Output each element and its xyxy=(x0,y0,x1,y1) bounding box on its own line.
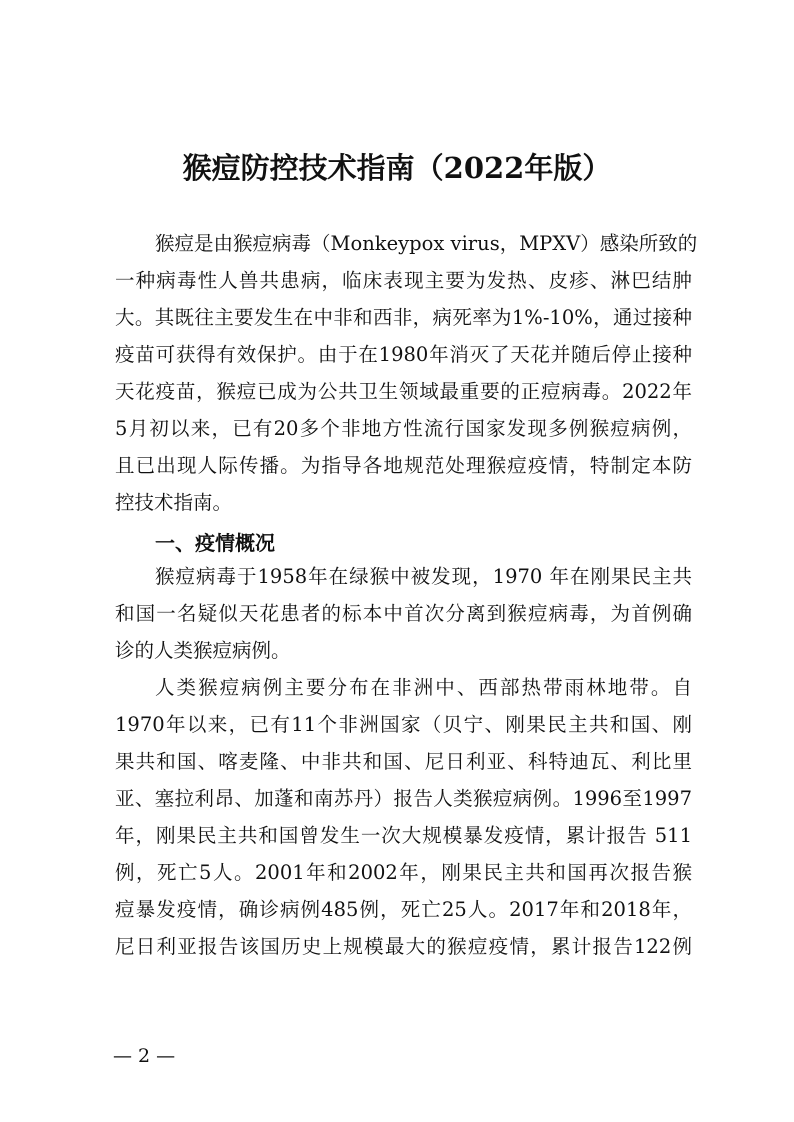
document-title: 猴痘防控技术指南（2022年版） xyxy=(182,151,612,185)
text-line: 5月初以来，已有20多个非地方性流行国家发现多例猴痘病例， xyxy=(115,417,692,440)
text-line: 猴痘病毒于1958年在绿猴中被发现，1970 年在刚果民主共 xyxy=(155,565,692,588)
text-line: 痘暴发疫情，确诊病例485例，死亡25人。2017年和2018年， xyxy=(115,898,692,921)
text-line: 控技术指南。 xyxy=(115,491,233,514)
text-line: 年，刚果民主共和国曾发生一次大规模暴发疫情，累计报告 511 xyxy=(115,824,692,847)
text-line: 和国一名疑似天花患者的标本中首次分离到猴痘病毒，为首例确 xyxy=(115,602,692,625)
text-line: 果共和国、喀麦隆、中非共和国、尼日利亚、科特迪瓦、利比里 xyxy=(115,750,692,773)
text-line: 一种病毒性人兽共患病，临床表现主要为发热、皮疹、淋巴结肿 xyxy=(115,269,692,292)
text-line: 大。其既往主要发生在中非和西非，病死率为1%-10%，通过接种 xyxy=(115,306,692,329)
text-line: 亚、塞拉利昂、加蓬和南苏丹）报告人类猴痘病例。1996至1997 xyxy=(115,787,692,810)
text-line: 例，死亡5人。2001年和2002年，刚果民主共和国再次报告猴 xyxy=(115,861,692,884)
text-line: 天花疫苗，猴痘已成为公共卫生领域最重要的正痘病毒。2022年 xyxy=(115,380,692,403)
section-heading: 一、疫情概况 xyxy=(155,531,275,555)
text-line: 且已出现人际传播。为指导各地规范处理猴痘疫情，特制定本防 xyxy=(115,454,692,477)
text-line: 1970年以来，已有11个非洲国家（贝宁、刚果民主共和国、刚 xyxy=(115,713,692,736)
page-number: — 2 — xyxy=(113,1045,176,1067)
text-line: 诊的人类猴痘病例。 xyxy=(115,639,291,662)
text-line: 疫苗可获得有效保护。由于在1980年消灭了天花并随后停止接种 xyxy=(115,343,692,366)
text-line: 人类猴痘病例主要分布在非洲中、西部热带雨林地带。自 xyxy=(155,676,692,699)
text-line: 尼日利亚报告该国历史上规模最大的猴痘疫情，累计报告122例 xyxy=(115,935,692,958)
text-line: 猴痘是由猴痘病毒（Monkeypox virus，MPXV）感染所致的 xyxy=(155,232,698,255)
